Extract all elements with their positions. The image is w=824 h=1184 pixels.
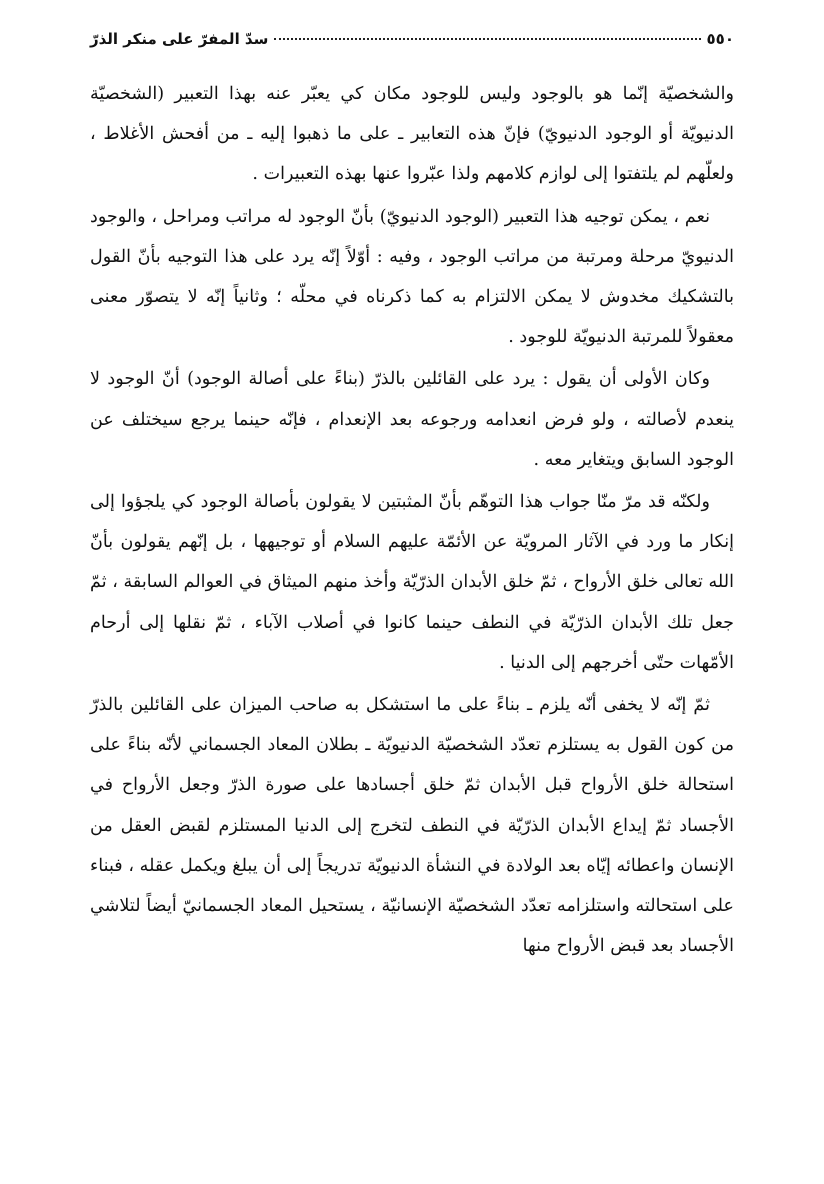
leader-dots — [274, 38, 700, 40]
paragraph-5: ثمّ إنّه لا يخفى أنّه يلزم ـ بناءً على ما استشكل به صاحب الميزان على القائلين بالذرّ من كون القول به يستلزم تعدّد الشخصيّة الدنيويّة ـ بطلان المعاد الجسماني لأنّه بناءً على استحالة خلق الأرواح قبل الأبدان ثمّ خلق أجسادها على صورة الذرّ وجعل الأرواح في الأجساد ثمّ إيداع الأبدان الذرّيّة في النطف لتخرج إلى الدنيا المستلزم لقبض العقل من الإنسان واعطائه إيّاه بعد الولادة في النشأة الدنيويّة تدريجاً إلى أن يبلغ ويكمل عقله ، فبناء على استحالته واستلزامه تعدّد الشخصيّة الإنسانيّة ، يستحيل المعاد الجسمانيّ أيضاً لتلاشي الأجساد بعد قبض الأرواح منها — [90, 695, 734, 957]
paragraph-1: والشخصيّة إنّما هو بالوجود وليس للوجود مكان كي يعبّر عنه بهذا التعبير (الشخصيّة الدنيويّة أو الوجود الدنيويّ) فإنّ هذه التعابير ـ على ما ذهبوا إليه ـ من أفحش الأغلاط ، ولعلّهم لم يلتفتوا إلى لوازم كلامهم ولذا عبّروا عنها بهذه التعبيرات . — [90, 84, 734, 185]
paragraph-2: نعم ، يمكن توجيه هذا التعبير (الوجود الدنيويّ) بأنّ الوجود له مراتب ومراحل ، والوجود الدنيويّ مرحلة ومرتبة من مراتب الوجود ، وفيه : أوّلاً إنّه يرد على هذا التوجيه بأنّ القول بالتشكيك مخدوش لا يمكن الالتزام به كما ذكرناه في محلّه ؛ وثانياً إنّه لا يتصوّر معنى معقولاً للمرتبة الدنيويّة للوجود . — [90, 206, 734, 348]
paragraph-4: ولكنّه قد مرّ منّا جواب هذا التوهّم بأنّ المثبتين لا يقولون بأصالة الوجود كي يلجؤوا إلى إنكار ما ورد في الآثار المرويّة عن الأئمّة عليهم السلام أو توجيهها ، بل إنّهم يقولون بأنّ الله تعالى خلق الأرواح ، ثمّ خلق الأبدان الذرّيّة وأخذ منهم الميثاق في العوالم السابقة ، ثمّ جعل تلك الأبدان الذرّيّة في النطف حينما كانوا في أصلاب الآباء ، ثمّ نقلها إلى أرحام الأمّهات حتّى أخرجهم إلى الدنيا . — [90, 492, 734, 673]
running-title: سدّ المفرّ على منكر الذرّ — [90, 30, 269, 48]
paragraph-3: وكان الأولى أن يقول : يرد على القائلين بالذرّ (بناءً على أصالة الوجود) أنّ الوجود لا ينعدم لأصالته ، ولو فرض انعدامه ورجوعه بعد الإنعدام ، فإنّه حينما يرجع سيختلف عن الوجود السابق ويتغاير معه . — [90, 369, 734, 470]
body-text — [90, 74, 734, 966]
page-number: ٥٥٠ — [706, 30, 734, 48]
running-header — [90, 30, 734, 64]
